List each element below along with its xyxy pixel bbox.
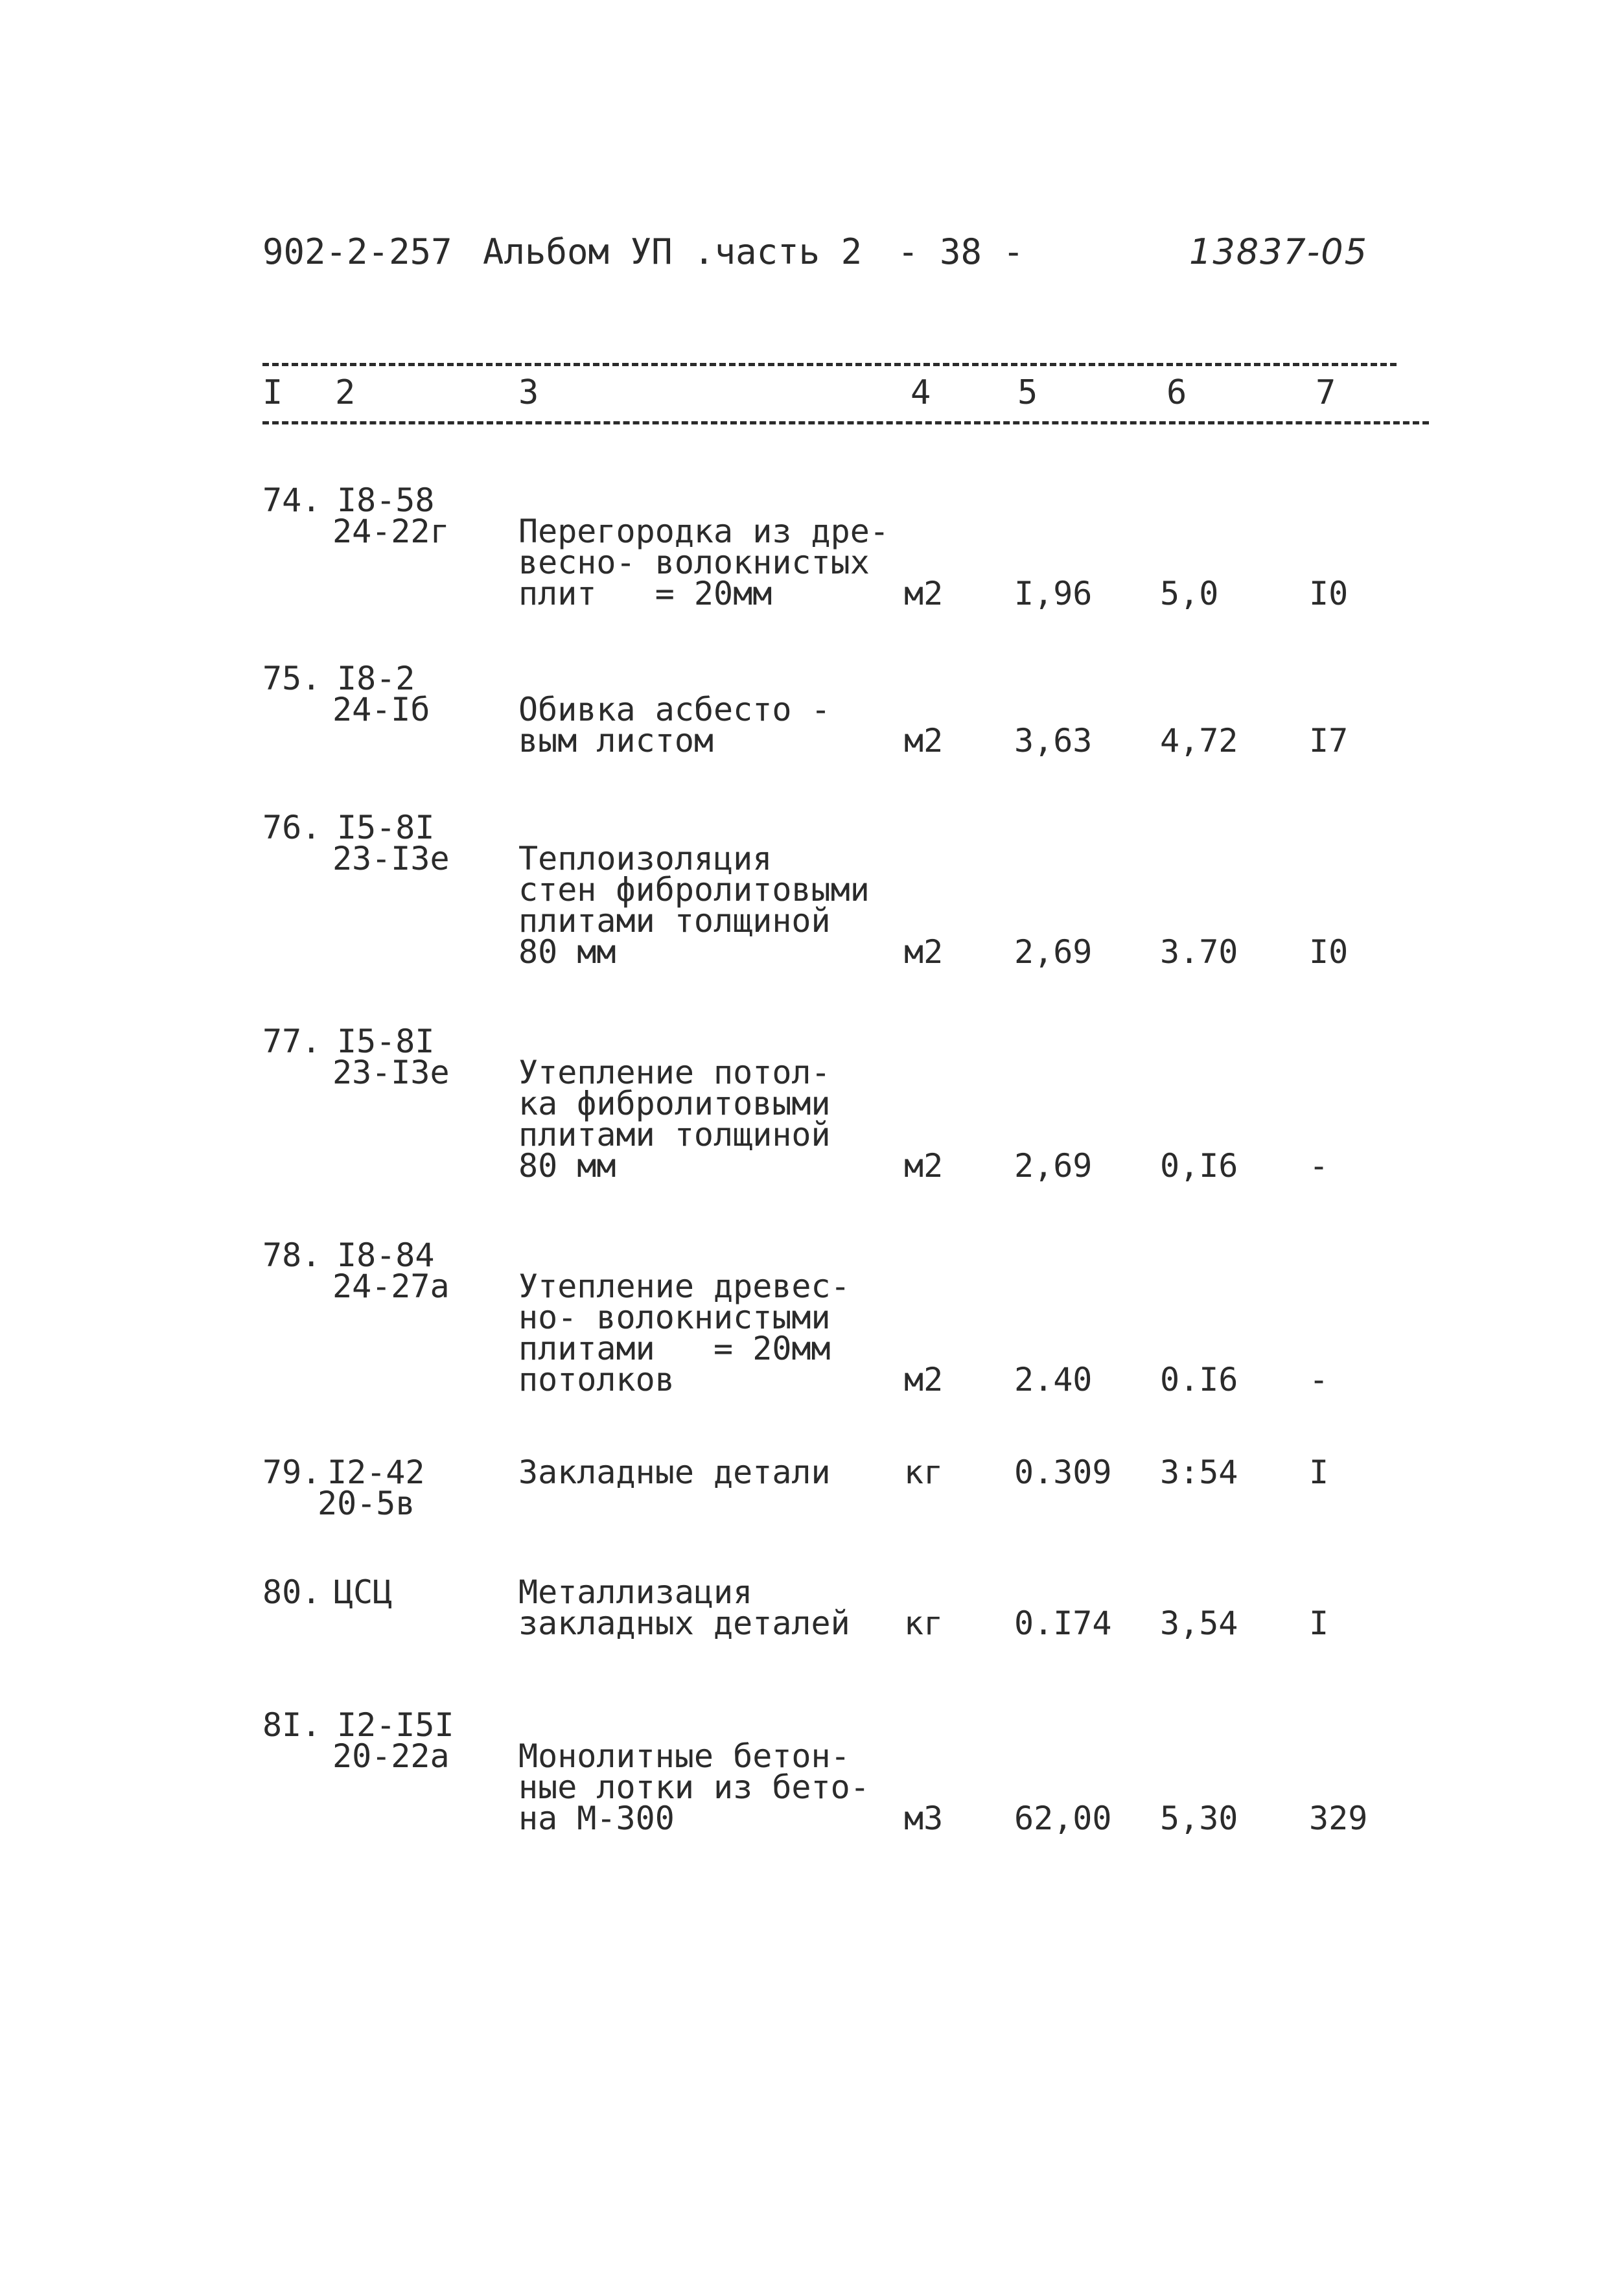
row-value-col7: I xyxy=(1309,1605,1329,1642)
row-value-col7: 329 xyxy=(1309,1800,1368,1837)
row-description: Металлизация закладных деталей xyxy=(518,1573,850,1642)
row-description: Закладные детали xyxy=(518,1454,831,1491)
row-description: Монолитные бетон- ные лотки из бето- на М-300 xyxy=(518,1737,870,1837)
row-description: Утепление потол- ка фибролитовыми плитами толщиной 80 мм xyxy=(518,1054,831,1185)
row-value-col5: 0.I74 xyxy=(1014,1605,1112,1642)
row-description: Обивка асбесто - вым листом xyxy=(518,691,831,759)
row-value-col7: I xyxy=(1309,1454,1329,1491)
album-title: Альбом УП .часть 2 xyxy=(483,231,863,272)
row-value-col6: 3,54 xyxy=(1160,1605,1238,1642)
row-value-col6: 5,0 xyxy=(1160,575,1219,612)
document-number: 13837-05 xyxy=(1189,231,1368,272)
row-unit: кг xyxy=(904,1605,944,1642)
row-code-secondary: 24-22г xyxy=(332,513,450,550)
row-value-col5: I,96 xyxy=(1014,575,1093,612)
row-description: Перегородка из дре- весно- волокнистых плит = 20мм xyxy=(518,513,889,612)
row-code-secondary: 24-27а xyxy=(332,1268,450,1305)
row-code-secondary: 23-I3е xyxy=(332,840,450,877)
column-header-3: 3 xyxy=(518,373,539,412)
dashed-separator xyxy=(262,363,1397,366)
row-number: 79. xyxy=(262,1454,321,1491)
row-value-col6: 0,I6 xyxy=(1160,1147,1238,1185)
row-code-primary: I8-58 xyxy=(337,481,435,519)
row-value-col6: 3.70 xyxy=(1160,933,1238,971)
row-code-secondary: 24-Iб xyxy=(332,691,430,728)
row-value-col6: 5,30 xyxy=(1160,1800,1238,1837)
row-number: 75. xyxy=(262,660,321,697)
column-header-7: 7 xyxy=(1316,373,1336,412)
row-description: Теплоизоляция стен фибролитовыми плитами толщиной 80 мм xyxy=(518,840,870,971)
row-number: 77. xyxy=(262,1023,321,1060)
row-unit: м2 xyxy=(904,1361,944,1398)
column-header-6: 6 xyxy=(1166,373,1187,412)
column-header-2: 2 xyxy=(335,373,356,412)
row-unit: м2 xyxy=(904,933,944,971)
row-value-col6: 0.I6 xyxy=(1160,1361,1238,1398)
row-value-col7: - xyxy=(1309,1147,1329,1185)
document-code: 902-2-257 xyxy=(262,231,452,272)
column-header-5: 5 xyxy=(1017,373,1038,412)
column-header-row xyxy=(262,373,1429,424)
row-unit: м2 xyxy=(904,1147,944,1185)
column-header-4: 4 xyxy=(911,373,931,412)
page-number: - 38 - xyxy=(898,231,1025,272)
row-code-primary: I2-42 xyxy=(327,1454,425,1491)
row-unit: м2 xyxy=(904,575,944,612)
row-value-col5: 3,63 xyxy=(1014,722,1093,759)
row-unit: кг xyxy=(904,1454,944,1491)
row-code-primary: I8-2 xyxy=(337,660,415,697)
row-code-primary: I2-I5I xyxy=(337,1706,454,1744)
row-value-col5: 0.309 xyxy=(1014,1454,1112,1491)
row-code-secondary: 20-22а xyxy=(332,1737,450,1775)
row-code-primary: ЦСЦ xyxy=(334,1573,393,1611)
row-value-col7: - xyxy=(1309,1361,1329,1398)
row-value-col7: I0 xyxy=(1309,575,1349,612)
row-number: 76. xyxy=(262,809,321,846)
row-value-col5: 2,69 xyxy=(1014,1147,1093,1185)
row-code-primary: I5-8I xyxy=(337,1023,435,1060)
row-number: 8I. xyxy=(262,1706,321,1744)
row-value-col5: 2.40 xyxy=(1014,1361,1093,1398)
row-number: 74. xyxy=(262,481,321,519)
row-unit: м2 xyxy=(904,722,944,759)
row-value-col6: 4,72 xyxy=(1160,722,1238,759)
row-code-primary: I8-84 xyxy=(337,1236,435,1274)
column-header-1: I xyxy=(262,373,283,412)
row-code-secondary: 23-I3е xyxy=(332,1054,450,1091)
row-number: 80. xyxy=(262,1573,321,1611)
row-code-primary: I5-8I xyxy=(337,809,435,846)
row-code-secondary: 20-5в xyxy=(318,1485,415,1522)
row-number: 78. xyxy=(262,1236,321,1274)
row-unit: м3 xyxy=(904,1800,944,1837)
row-value-col7: I0 xyxy=(1309,933,1349,971)
row-value-col7: I7 xyxy=(1309,722,1349,759)
row-description: Утепление древес- но- волокнистыми плитами = 20мм потолков xyxy=(518,1268,850,1398)
row-value-col5: 62,00 xyxy=(1014,1800,1112,1837)
row-value-col6: 3:54 xyxy=(1160,1454,1238,1491)
row-value-col5: 2,69 xyxy=(1014,933,1093,971)
